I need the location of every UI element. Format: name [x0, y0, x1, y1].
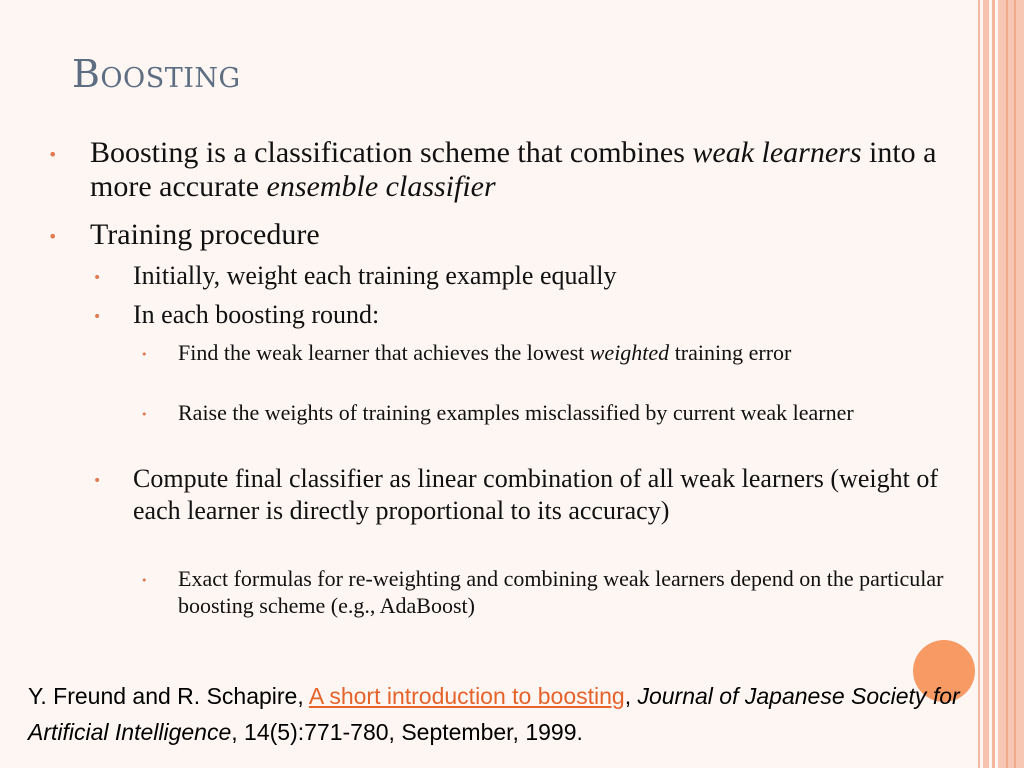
citation-link[interactable]: A short introduction to boosting [308, 683, 625, 709]
sub-bullet-initial-weight [93, 260, 973, 292]
decorative-stripe [1014, 0, 1016, 768]
citation-details: , 14(5):771-780, September, 1999. [231, 719, 583, 745]
emphasis-text: weak learners [692, 136, 862, 169]
decorative-stripe [983, 0, 989, 768]
bullet-boosting-definition [48, 136, 960, 204]
text: Find the weak learner that achieves the lowest [178, 340, 590, 365]
sub-bullet-final-classifier [93, 463, 978, 527]
bullet-icon: • [48, 145, 58, 164]
text: into a more accurate [90, 136, 937, 203]
text: In each boosting round: [133, 300, 380, 329]
decorative-stripe [998, 0, 1024, 768]
text: training error [669, 340, 792, 365]
bullet-icon: • [141, 408, 148, 421]
sub-bullet-boosting-round [93, 299, 973, 331]
emphasis-text: ensemble classifier [266, 170, 496, 203]
text: Boosting is a classification scheme that combines [90, 136, 693, 169]
citation-journal: Journal of Japanese Society for Artificial Intelligence [28, 683, 960, 745]
citation-authors: Y. Freund and R. Schapire, [28, 683, 309, 709]
bullet-icon: • [48, 227, 58, 246]
text: Raise the weights of training examples misclassified by current weak learner [178, 400, 854, 425]
decorative-stripe [992, 0, 995, 768]
bullet-training-procedure [48, 218, 960, 252]
decorative-stripe [1006, 0, 1008, 768]
sub-sub-bullet-exact-formulas [141, 565, 948, 619]
citation [28, 678, 998, 750]
text: Initially, weight each training example equally [133, 261, 617, 290]
emphasis-text: weighted [589, 340, 670, 365]
text: Exact formulas for re-weighting and combining weak learners depend on the particular boosting scheme (e.g., AdaBoost) [178, 566, 944, 618]
bullet-icon: • [93, 270, 102, 286]
bullet-icon: • [93, 473, 102, 489]
sub-sub-bullet-raise-weights [141, 399, 948, 426]
sub-sub-bullet-find-learner [141, 339, 968, 366]
text: Training procedure [90, 218, 320, 251]
bullet-icon: • [141, 348, 148, 361]
bullet-icon: • [141, 574, 148, 587]
text: Compute final classifier as linear combination of all weak learners (weight of each learner is directly proportional to its accuracy) [133, 464, 938, 525]
slide-title: Boosting [72, 52, 241, 96]
text: , [624, 683, 638, 709]
bullet-icon: • [93, 309, 102, 325]
